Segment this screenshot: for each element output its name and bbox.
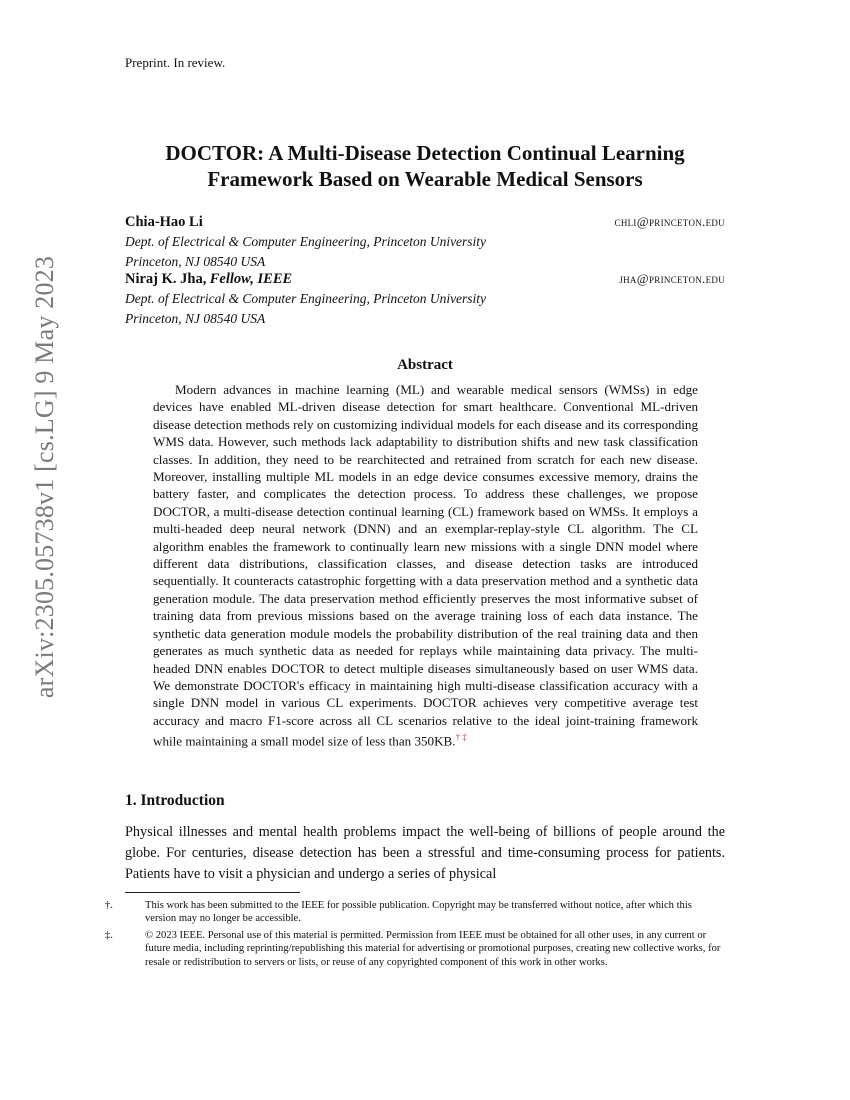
- author-honor: Fellow, IEEE: [209, 271, 293, 287]
- footnote-mark: †.: [105, 900, 113, 911]
- footnote-rule: [125, 892, 300, 893]
- footnote-mark: ‡.: [105, 930, 113, 941]
- introduction-text: Physical illnesses and mental health problems impact the well-being of billions of people around the globe. For centuries, disease detection has been a stressful and time-consuming process for patients. Patients have to visit a physician and undergo a series of physical: [125, 824, 725, 882]
- author-email[interactable]: jha@princeton.edu: [619, 271, 725, 286]
- arxiv-id[interactable]: arXiv:2305.05738v1 [cs.LG] 9 May 2023: [30, 255, 59, 699]
- author-2: [125, 269, 725, 329]
- abstract-paragraph: Modern advances in machine learning (ML) and wearable medical sensors (WMSs) in edge devices have enabled ML-driven disease detection for smart healthcare. Conventional ML-driven disease detection methods rely on customizing individual models for each disease and its corresponding WMS data. However, such methods lack adaptability to distribution shifts and new task classification classes. In addition, they need to be rearchitected and retrained from scratch for each new disease. Moreover, installing multiple ML models in an edge device consumes excessive memory, drains the battery faster, and complicates the detection process. To address these challenges, we propose DOCTOR, a multi-disease detection continual learning (CL) framework based on WMSs. It employs a multi-headed deep neural network (DNN) and an exemplar-replay-style CL algorithm. The CL algorithm enables the framework to continually learn new missions with a single DNN model where different data distributions, classification classes, and disease detection tasks are introduced sequentially. It counteracts catastrophic forgetting with a data preservation method and a synthetic data generation module. The data preservation method efficiently preserves the most informative subset of training data from previous missions based on the average training loss of each data instance. The synthetic data generation module models the probability distribution of the real training data and then generates as much synthetic data as needed for replays while maintaining data privacy. The multi-headed DNN enables DOCTOR to detect multiple diseases simultaneously based on user WMS data. We demonstrate DOCTOR's efficacy in maintaining high multi-disease classification accuracy with a single DNN model in various CL experiments. DOCTOR achieves very competitive average test accuracy and macro F1-score across all CL scenarios relative to the ideal joint-training framework while maintaining a small model size of less than 350KB.: [153, 382, 698, 749]
- author-address: Princeton, NJ 08540 USA: [125, 254, 266, 269]
- author-address: Princeton, NJ 08540 USA: [125, 311, 266, 326]
- abstract-heading: Abstract: [397, 357, 453, 373]
- footnote-text: This work has been submitted to the IEEE for possible publication. Copyright may be transferred without notice, after which this version may no longer be accessible.: [145, 900, 692, 925]
- author-email[interactable]: chli@princeton.edu: [614, 214, 725, 229]
- author-affiliation: Dept. of Electrical & Computer Engineering, Princeton University: [125, 291, 487, 306]
- section-heading-introduction: 1. Introduction: [125, 792, 225, 809]
- title-line-1: DOCTOR: A Multi-Disease Detection Continual Learning: [165, 141, 685, 165]
- abstract-text: [153, 381, 698, 750]
- footnote-2: [105, 929, 725, 969]
- author-1: [125, 212, 725, 272]
- footnote-text: © 2023 IEEE. Personal use of this material is permitted. Permission from IEEE must be obtained for all other uses, in any current or future media, including reprinting/republishing this material for advertising or promotional purposes, creating new collective works, for resale or redistribution to servers or lists, or reuse of any copyrighted component of this work in other works.: [145, 930, 721, 968]
- title-line-2: Framework Based on Wearable Medical Sensors: [207, 167, 643, 191]
- paper-title: [125, 140, 725, 192]
- author-name: Chia-Hao Li: [125, 214, 203, 230]
- author-name: Niraj K. Jha,: [125, 271, 207, 287]
- footnote-1: [105, 899, 725, 926]
- arxiv-sidebar: [22, 255, 68, 699]
- preprint-label: Preprint. In review.: [125, 55, 226, 70]
- author-affiliation: Dept. of Electrical & Computer Engineering, Princeton University: [125, 234, 487, 249]
- footnote-marks[interactable]: † ‡: [455, 732, 467, 743]
